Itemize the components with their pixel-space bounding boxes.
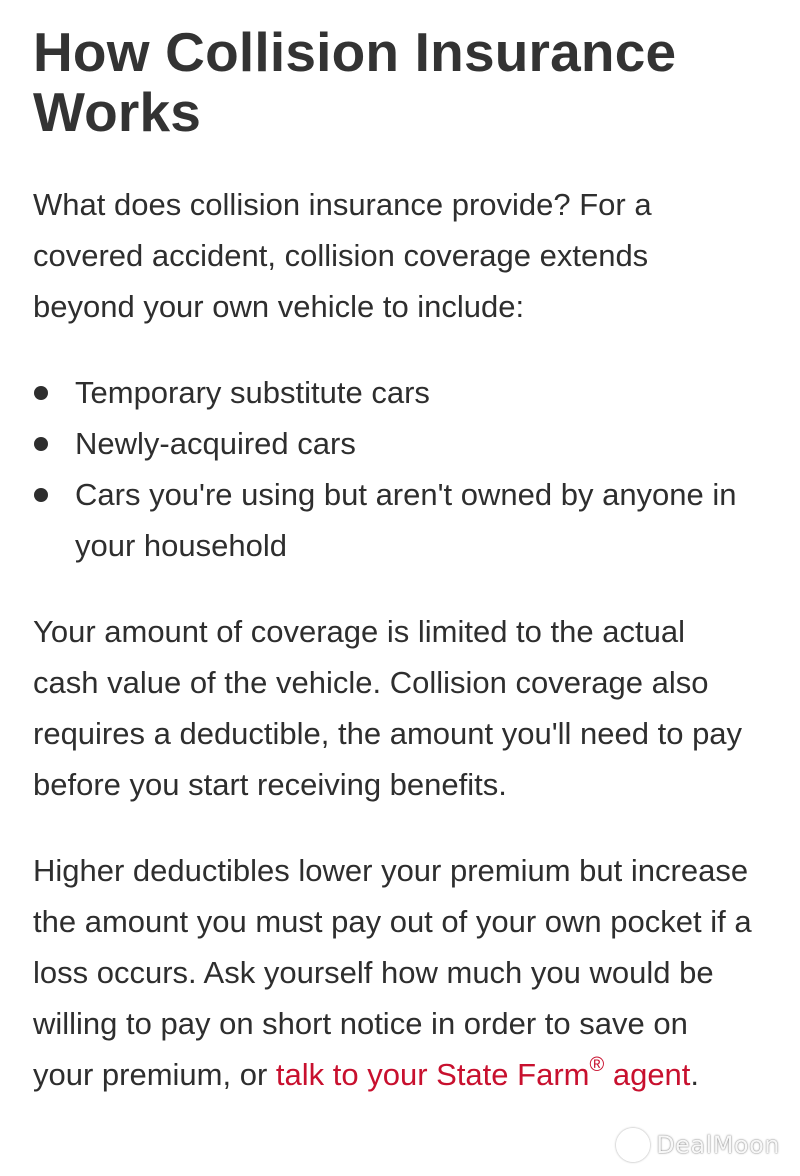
deductible-text: Higher deductibles lower your premium but increase the amount you must pay out of your own pocket if a loss occurs. Ask yourself how much you would be willing to pay on short notice in order to save on your premium, or xyxy=(33,853,752,1092)
list-item-text: Temporary substitute cars xyxy=(75,375,430,410)
bullet-icon xyxy=(34,437,48,451)
watermark-text: DealMoon xyxy=(656,1131,780,1159)
bullet-icon xyxy=(34,488,48,502)
end-punctuation: . xyxy=(690,1057,700,1092)
list-item xyxy=(33,418,755,469)
agent-link[interactable] xyxy=(275,1054,691,1092)
deductible-paragraph xyxy=(33,845,753,1100)
coverage-limit-paragraph: Your amount of coverage is limited to the actual cash value of the vehicle. Collision coverage also requires a deductible, the amount you'll need to pay before you start receiving benefits. xyxy=(33,614,743,802)
page-title: How Collision Insurance Works xyxy=(33,21,677,143)
list-item xyxy=(33,469,755,571)
list-item-text: Newly-acquired cars xyxy=(75,426,356,461)
dealmoon-logo-icon xyxy=(616,1128,650,1162)
article xyxy=(33,22,773,1100)
intro-paragraph: What does collision insurance provide? For a covered accident, collision coverage extends beyond your own vehicle to include: xyxy=(33,187,652,324)
agent-link-text-end: agent xyxy=(604,1057,691,1092)
coverage-list xyxy=(33,367,773,571)
watermark xyxy=(616,1128,780,1162)
registered-mark: ® xyxy=(589,1054,605,1076)
bullet-icon xyxy=(34,386,48,400)
list-item-text: Cars you're using but aren't owned by anyone in your household xyxy=(75,477,737,563)
agent-link-text: talk to your State Farm xyxy=(275,1057,590,1092)
list-item xyxy=(33,367,755,418)
